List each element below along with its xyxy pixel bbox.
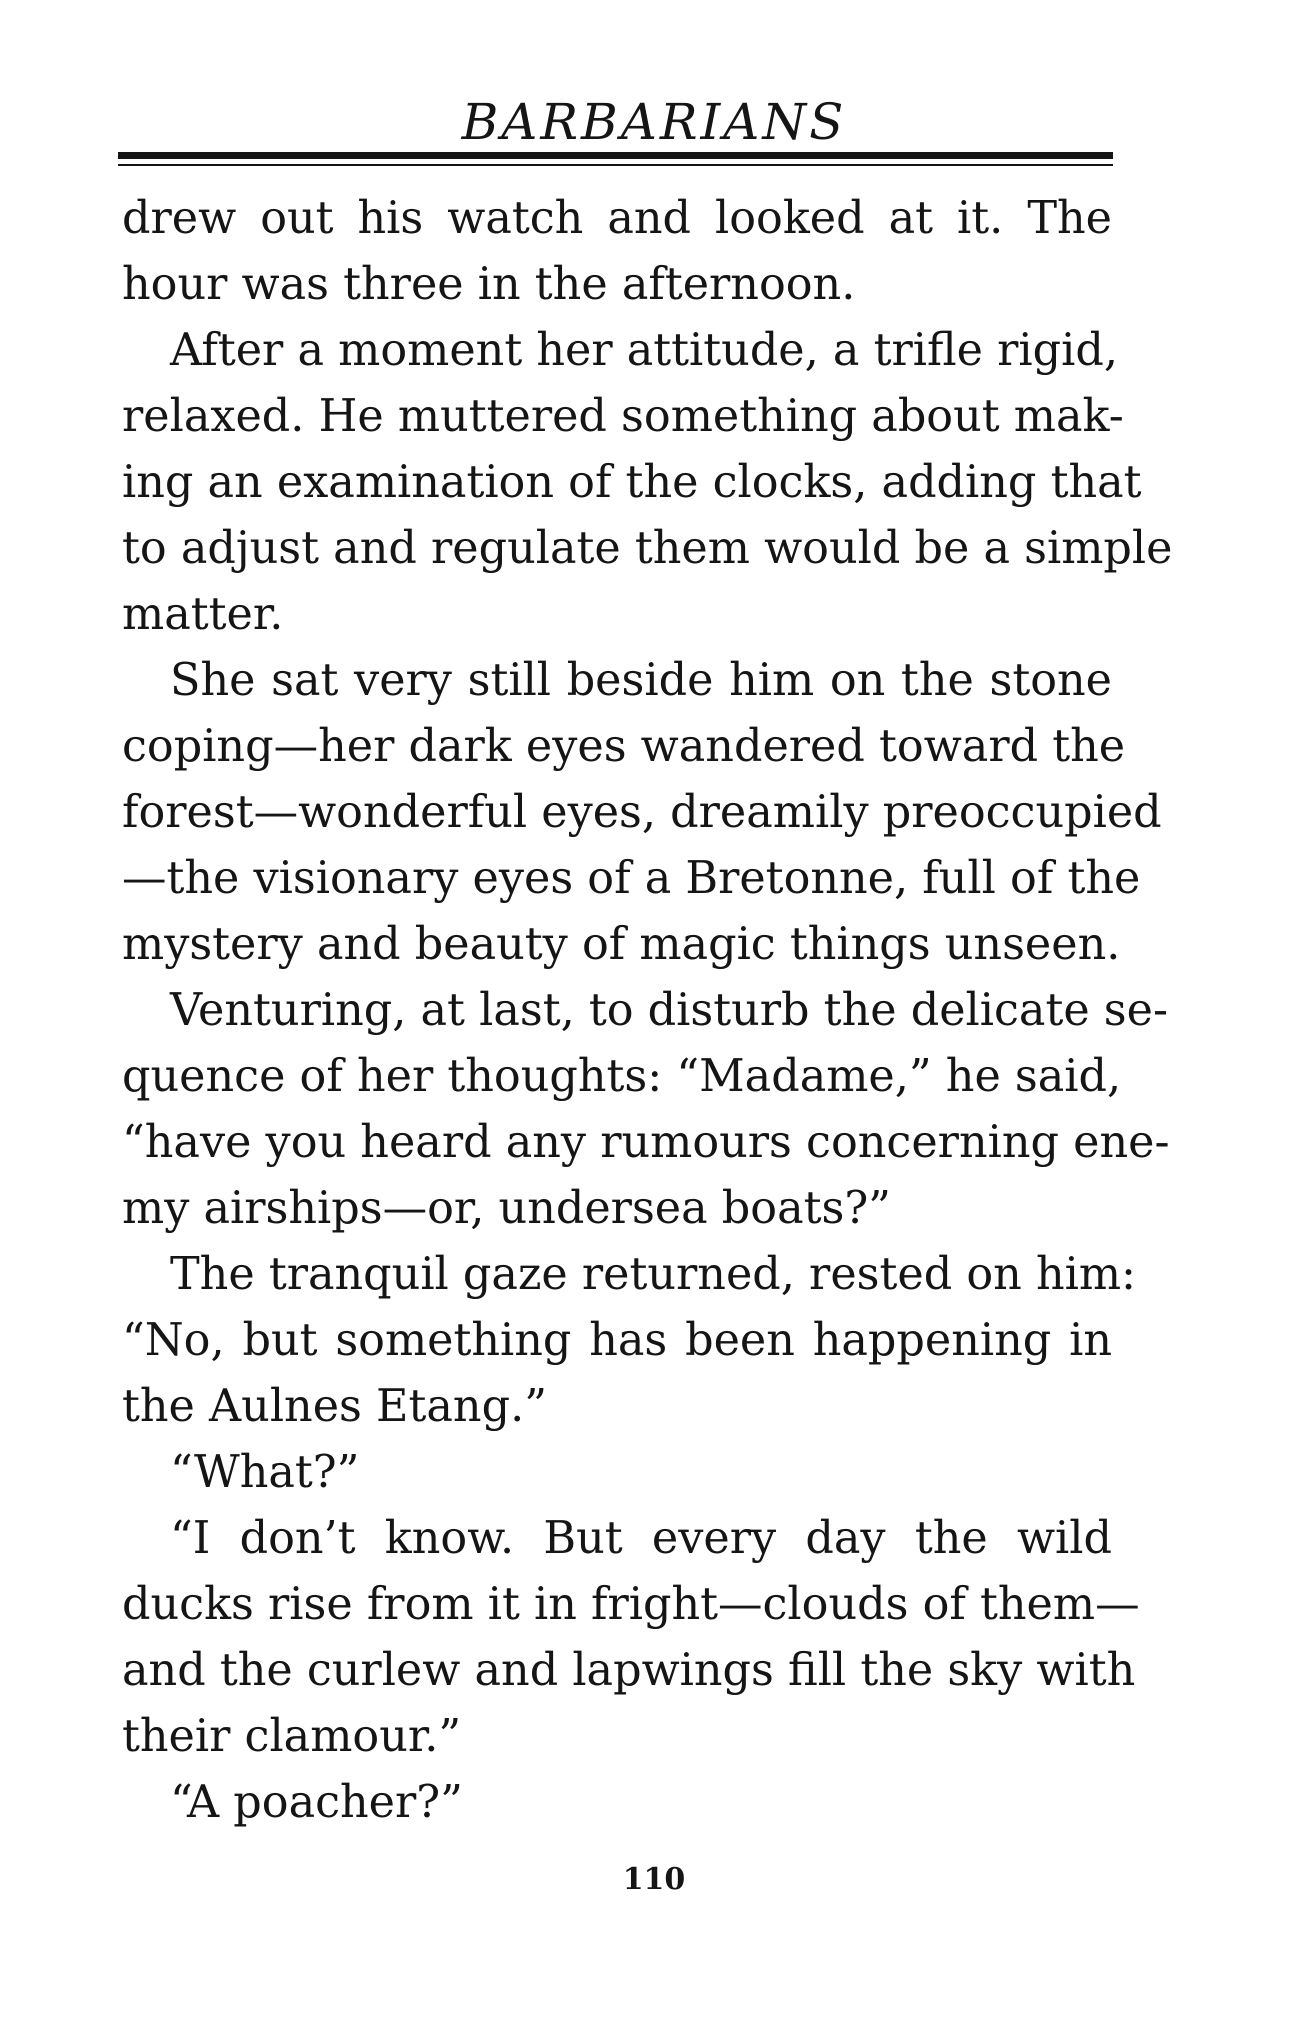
text-line: —the visionary eyes of a Bretonne, full of the [122, 853, 1141, 904]
text-line: She sat very still beside him on the stone [170, 655, 1112, 706]
text-line: ing an examination of the clocks, adding that [122, 457, 1142, 508]
text-line: drew out his watch and looked at it. The [122, 193, 1112, 244]
text-line: mystery and beauty of magic things unseen. [122, 919, 1121, 970]
text-line: “have you heard any rumours concerning ene- [122, 1117, 1170, 1168]
text-line: to adjust and regulate them would be a simple [122, 523, 1173, 574]
running-head: BARBARIANS [461, 93, 847, 151]
text-line: coping—her dark eyes wandered toward the [122, 721, 1126, 772]
page-number: 110 [622, 1862, 686, 1897]
text-line: “I don’t know. But every day the wild [170, 1513, 1112, 1564]
text-line: forest—wonderful eyes, dreamily preoccupied [122, 787, 1162, 838]
header-rule-thin [118, 164, 1113, 166]
text-line: ducks rise from it in fright—clouds of them— [122, 1579, 1140, 1630]
text-line: The tranquil gaze returned, rested on him: [170, 1249, 1137, 1300]
text-line: After a moment her attitude, a trifle rigid, [170, 325, 1119, 376]
text-line: “What?” [170, 1447, 360, 1498]
text-line: my airships—or, undersea boats?” [122, 1183, 891, 1234]
text-line: their clamour.” [122, 1711, 462, 1762]
header-rule-thick [118, 152, 1113, 159]
text-line: and the curlew and lapwings fill the sky with [122, 1645, 1136, 1696]
text-line: relaxed. He muttered something about mak- [122, 391, 1124, 442]
text-line: “No, but something has been happening in [122, 1315, 1112, 1366]
text-line: Venturing, at last, to disturb the delicate se- [170, 985, 1169, 1036]
text-line: quence of her thoughts: “Madame,” he said, [122, 1051, 1122, 1102]
text-line: matter. [122, 589, 284, 640]
text-line: hour was three in the afternoon. [122, 259, 856, 310]
text-line: “A poacher?” [170, 1777, 463, 1828]
text-line: the Aulnes Etang.” [122, 1381, 547, 1432]
